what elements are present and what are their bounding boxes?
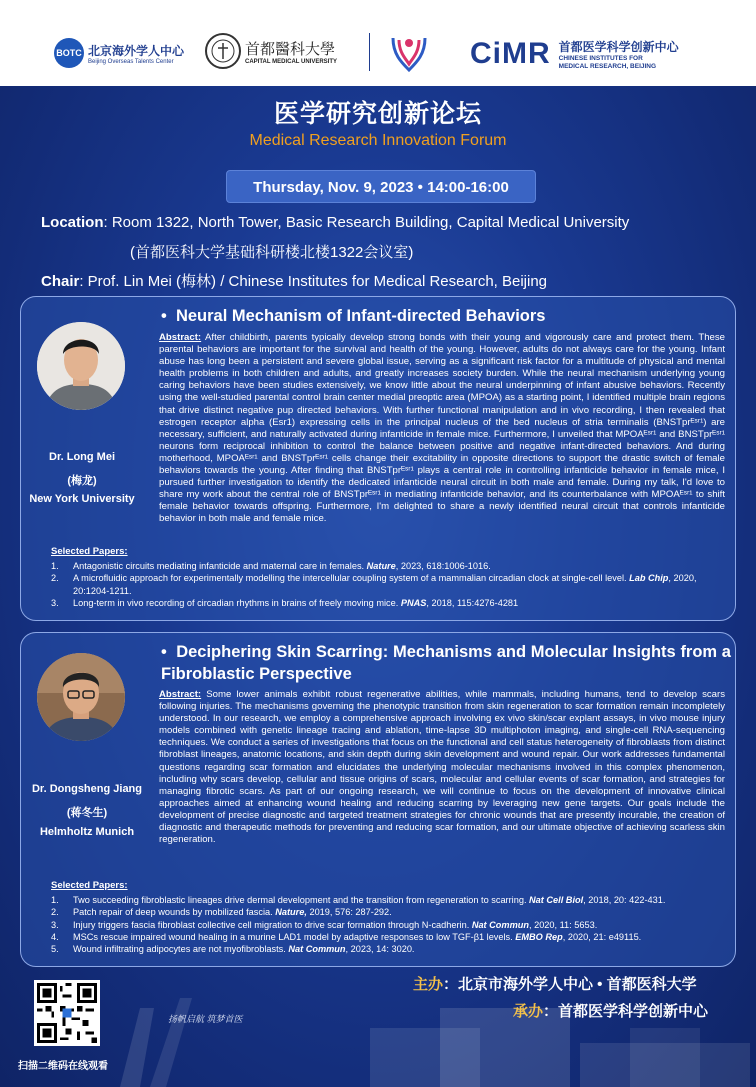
talk-2-abstract-label: Abstract: [159, 689, 202, 700]
cimr-wordmark: CiMR [470, 37, 551, 70]
talk-card-1 [20, 296, 736, 621]
talk-2-papers-list [51, 894, 731, 955]
speaker-2-name: Dr. Dongsheng Jiang [31, 783, 142, 795]
cmu-logo [205, 33, 337, 69]
talk-1-abstract-text: After childbirth, parents typically develop strong bonds with their young and vigorously care and protect them. These parental behaviors are important for the survival and health of the young. However, adults do not always care for the young. Infant abuse has long been a persistent and severe global issue, serving as a significant risk factor for a multitude of physical and mental health problems in both children and adults, and greatly increases society burden. While the neural mechanism underlying young caring behaviors have been studies extensively, we know little about the neural underpinning of infant abusive behaviors. Recently using the well-studied parental control brain center medial preoptic area (MPOA) as a starting point, I identified multiple brain regions that drive distinct negative pup directed behaviors. With further functional manipulation and in vivo recording, I then revealed that estrogen receptor alpha (Esr1) expressing cells in the principal nucleus of the bed nucleus of stria terminalis (BNSTprᴱˢʳ¹) are necessary, sufficient, and naturally activated during infanticide in female mice. Furthermore, I unveiled that MPOAᴱˢʳ¹ and BNSTprᴱˢʳ¹ neurons form reciprocal inhibition to control the balance between positive and negative infant-directed behaviors. And during motherhood, MPOAᴱˢʳ¹ and BNSTprᴱˢʳ¹ cells change their excitability in opposite directions to support the drastic switch of female behaviors towards the young. After finding that BNSTprᴱˢʳ¹ plays a central role in controlling infanticide behavior in female mice, I pursued further investigation to identify the dedicated infanticide neural circuit in both male and female. During my talk, I'd love to share my work about the central role of BNSTprᴱˢʳ¹ in mediating infanticide behavior, and its counterbalance with MPOAᴱˢʳ¹ to shift female behavior towards offspring. Furthermore, I'm delighted to share a newly identified neural circuit that controls infanticide behavior in both male and female mice. [159, 332, 725, 525]
speaker-1-avatar [37, 322, 125, 410]
talk-1-papers-list [51, 560, 731, 609]
forum-title-en: Medical Research Innovation Forum [249, 132, 507, 149]
talk-1-abstract-label: Abstract: [159, 332, 202, 343]
organizer-value: ：首都医学科学创新中心 [543, 1003, 709, 1020]
location-cn: (首都医科大学基础科研楼北楼1322会议室) [130, 244, 414, 261]
location-value: : Room 1322, North Tower, Basic Research Building, Capital Medical University [103, 214, 630, 231]
talk-2-papers-label: Selected Papers: [51, 880, 128, 891]
paper-item: 1. Antagonistic circuits mediating infanticide and maternal care in females. Nature, 2023, 618:1006-1016. [51, 561, 491, 571]
talk-2-abstract [159, 689, 725, 846]
cmu-seal-icon [205, 33, 241, 69]
botc-logo [54, 38, 184, 68]
botc-name-en: Beijing Overseas Talents Center [88, 58, 174, 65]
location-line [41, 214, 629, 231]
date-time-badge: Thursday, Nov. 9, 2023 • 14:00-16:00 [226, 170, 536, 203]
talk-1-title-text: Neural Mechanism of Infant-directed Behaviors [175, 307, 546, 325]
cimr-name-en-2: MEDICAL RESEARCH, BEIJING [558, 62, 657, 70]
forum-title-cn: 医学研究创新论坛 [273, 100, 482, 128]
paper-item: 1. Two succeeding fibroblastic lineages drive dermal development and the transition from regeneration to scarring. Nat Cell Biol, 2018, 20: 422-431. [51, 895, 666, 905]
speaker-1-institution: New York University [29, 493, 135, 505]
logo-divider [369, 33, 370, 71]
cimr-name-en-1: CHINESE INSTITUTES FOR [558, 54, 643, 62]
speaker-2-institution: Helmholtz Munich [39, 826, 135, 838]
talk-card-2 [20, 632, 736, 967]
qr-code[interactable] [34, 980, 100, 1046]
talk-2-abstract-text: Some lower animals exhibit robust regenerative abilities, while mammals, including humans, tend to develop scars following injuries. The mechanisms governing the phenotypic transition from skin regeneration to scar formation remain incompletely understood. In our research, we employ a comprehensive approach involving ex vivo skin/scar explant assays, in vivo mouse injury models combined with genetic lineage tracing and ablation, time-lapse 3D multiphoton imaging, and single-cell RNA-sequencing techniques. We conduct a series of investigations that focus on the functional and cell status heterogeneity of fibroblasts from distinct fibroblast lineages, anatomic locations, and skin depth during skin development and wound repair. Our work addresses fundamental questions regarding scar formation and elucidates the underlying molecular mechanisms involved in this complex phenomenon, including why scars develop, cellular and tissue origins of scars, molecular and cellular events of scar formation, and strategies for managing fibrotic scars. As part of our ongoing research, we will continue to focus on the development of innovative clinical approaches aimed at enhancing wound healing and reducing scarring by leveraging new gene targets. Our goals include the development of precise diagnostic and targeted treatment strategies for chronic wounds that are presently incurable, the creation of diagnostic and therapeutic methods for preventing and reducing scar formation, and our ultimate objective of achieving scarless skin regeneration. [159, 689, 726, 846]
chair-value: : Prof. Lin Mei (梅林) / Chinese Institutes for Medical Research, Beijing [79, 273, 548, 290]
talk-1-papers-label: Selected Papers: [51, 546, 128, 557]
cimr-logo [470, 37, 679, 71]
qr-caption: 扫描二维码在线观看 [18, 1061, 108, 1072]
speaker-1-name: Dr. Long Mei [49, 451, 115, 463]
talk-1-title [161, 305, 731, 327]
paper-item: 3. Long-term in vivo recording of circadian rhythms in brains of freely moving mice. PNAS, 2018, 115:4276-4281 [51, 597, 519, 608]
talk-2-title-text: Deciphering Skin Scarring: Mechanisms and Molecular Insights from a Fibroblastic Perspective [161, 643, 731, 683]
paper-item: 4. MSCs rescue impaired wound healing in a murine LAD1 model by adaptive responses to low TGF-β1 levels. EMBO Rep, 2020, 21: e49115. [51, 931, 642, 942]
speaker-1-name-cn: (梅龙) [67, 475, 97, 487]
talk-1-abstract [159, 332, 725, 526]
location-label: Location [41, 214, 104, 231]
cmu-name-cn: 首都醫科大學 [245, 39, 336, 58]
cimr-emblem-icon [387, 34, 431, 74]
slogan: 扬帆启航 筑梦首医 [168, 1014, 243, 1024]
organizer-line [513, 1000, 708, 1021]
paper-item: 2. A microfluidic approach for experimentally modelling the intercellular coupling system of a mammalian circadian clock at single-cell level. Lab Chip, 2020, 20:1204-1211. [51, 573, 697, 596]
cmu-name-en: CAPITAL MEDICAL UNIVERSITY [245, 58, 338, 65]
paper-item: 2. Patch repair of deep wounds by mobilized fascia. Nature, 2019, 576: 287-292. [51, 907, 392, 918]
speaker-2-name-cn: (蒋冬生) [66, 807, 108, 819]
cimr-name-cn: 首都医学科学创新中心 [558, 39, 679, 54]
botc-name-cn: 北京海外学人中心 [88, 43, 185, 58]
organizer-label: 承办 [513, 1003, 544, 1020]
botc-mark-icon: BOTC [54, 38, 84, 68]
host-line [413, 973, 697, 994]
talk-2-title [161, 641, 731, 685]
logo-bar [0, 0, 756, 86]
talk-2-bullet: • [161, 643, 167, 661]
speaker-2-avatar [37, 653, 125, 741]
paper-item: 5. Wound infiltrating adipocytes are not myofibroblasts. Nat Commun, 2023, 14: 3020. [51, 944, 415, 955]
chair-line [41, 270, 547, 291]
host-label: 主办 [413, 976, 444, 993]
paper-item: 3. Injury triggers fascia fibroblast collective cell migration to drive scar formation through N-cadherin. Nat Commun, 2020, 11: 5653. [51, 919, 598, 930]
chair-label: Chair [41, 273, 80, 290]
talk-1-bullet: • [161, 307, 167, 325]
host-value: ：北京市海外学人中心 • 首都医科大学 [443, 976, 697, 993]
